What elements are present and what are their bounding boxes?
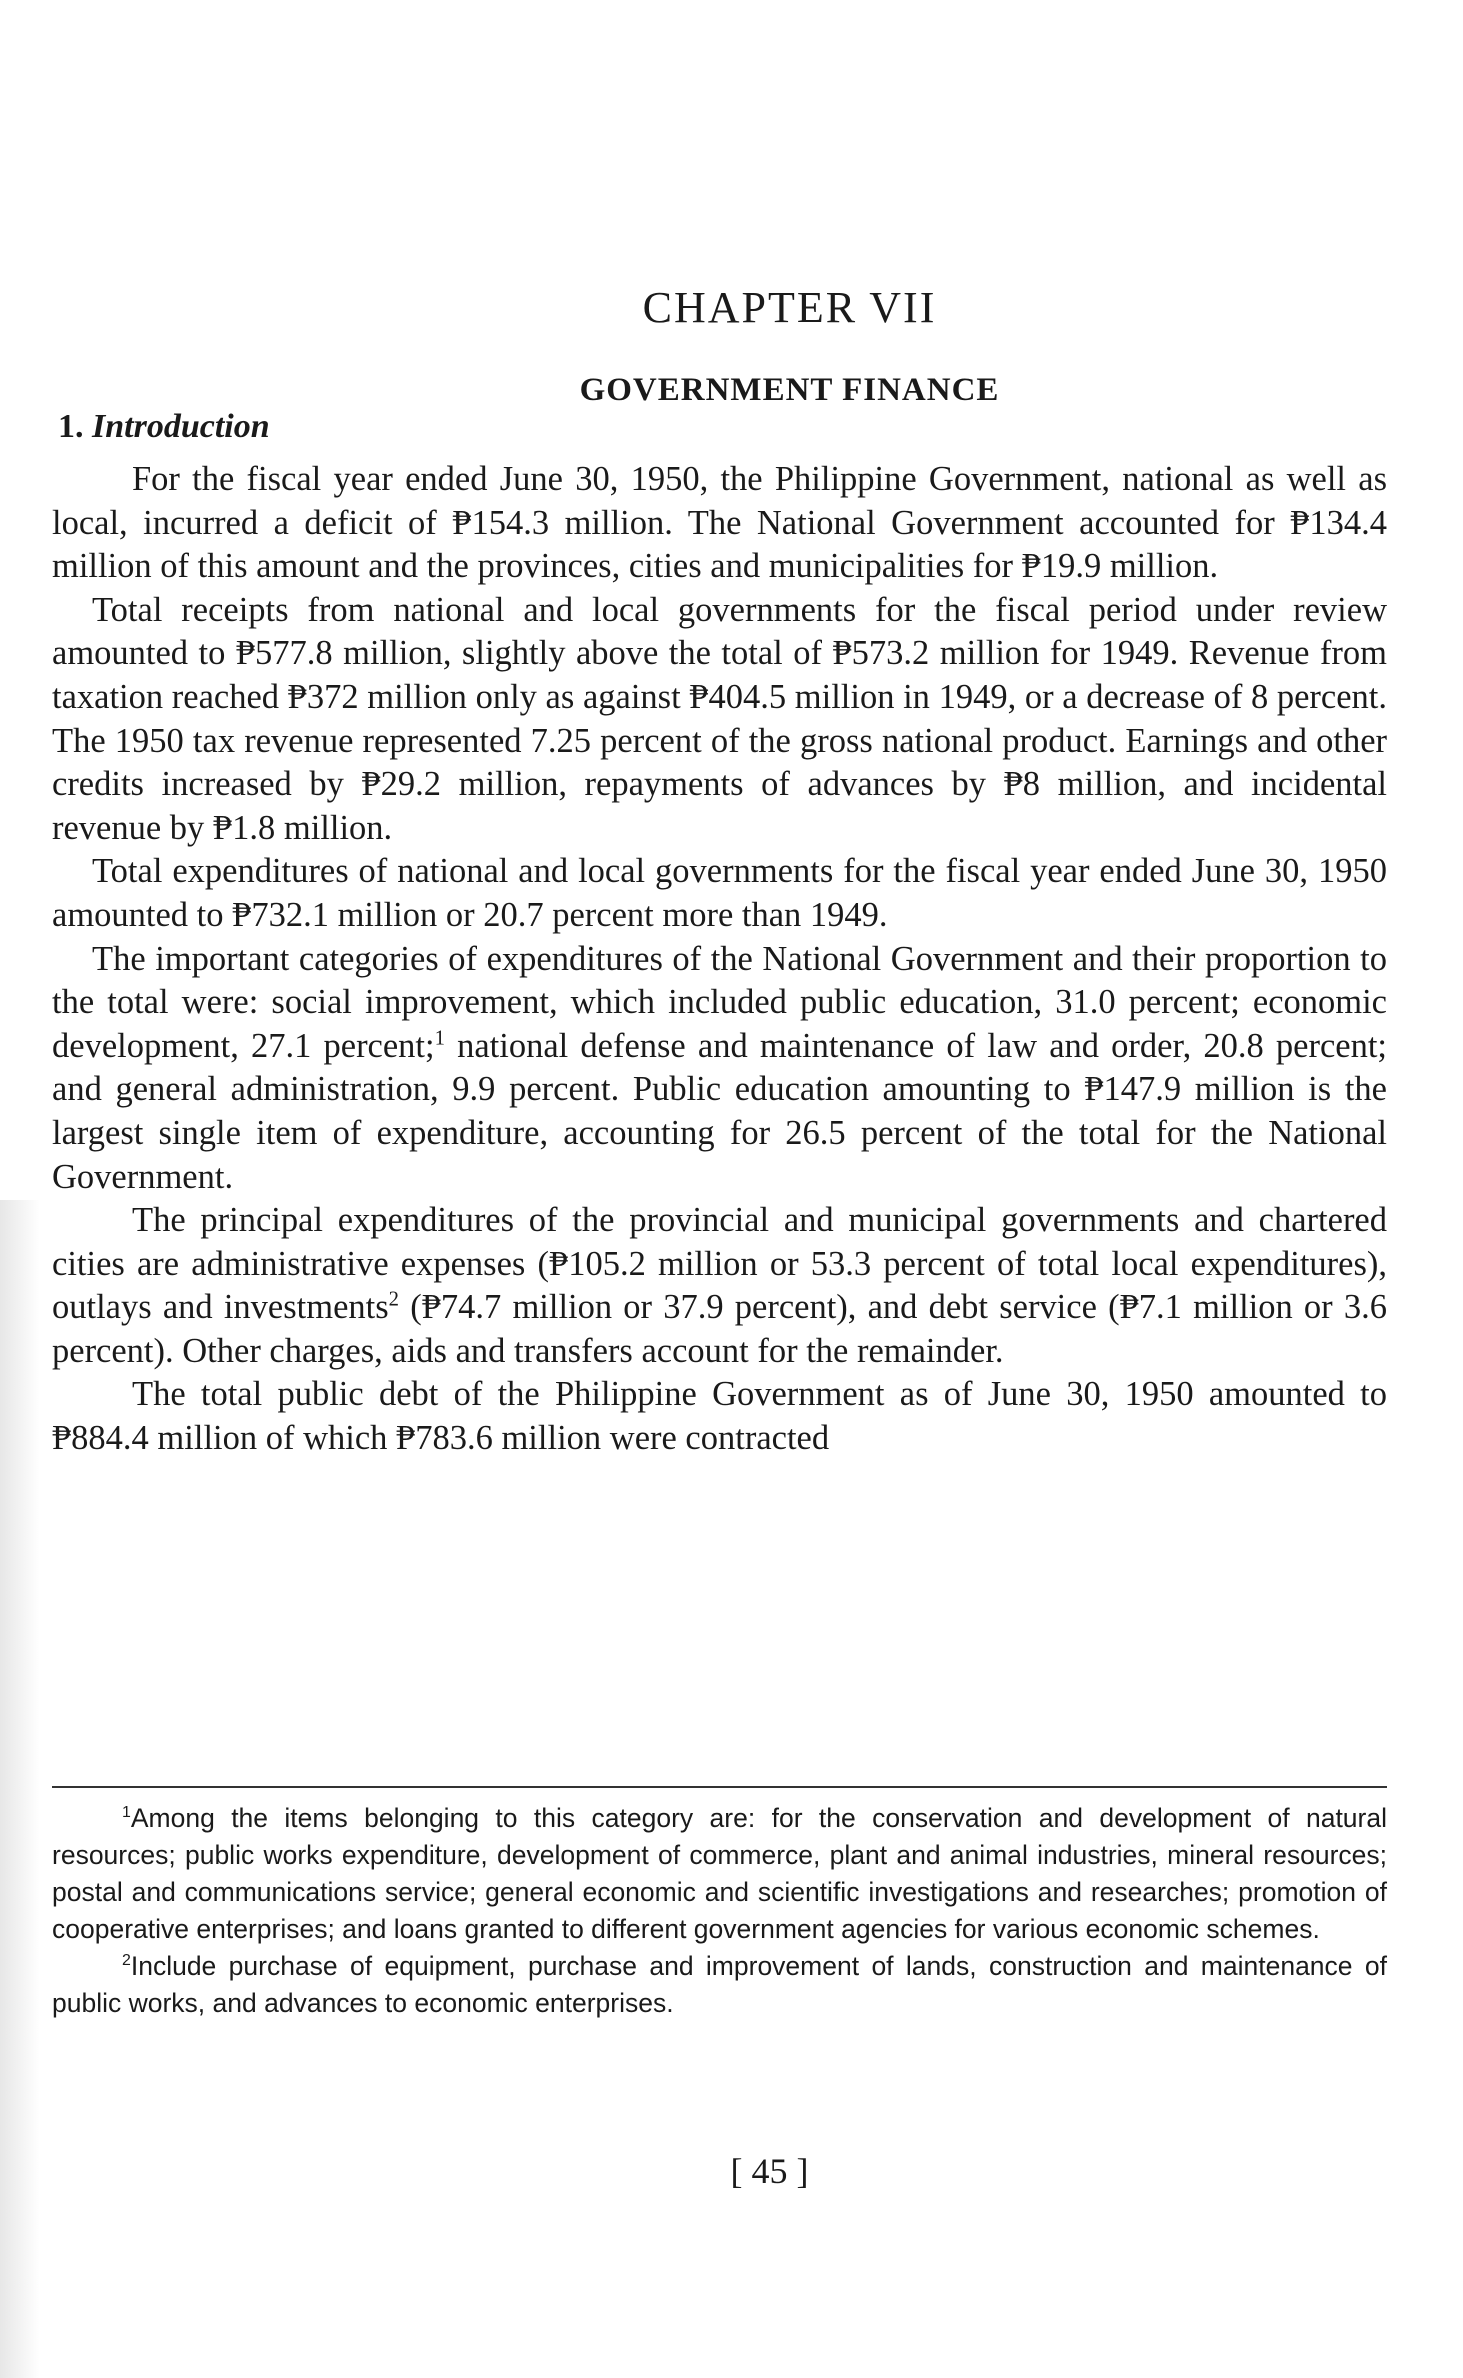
footnote-mark: 1: [122, 1804, 131, 1822]
section-number: 1.: [58, 408, 84, 445]
footnote-ref: 1: [434, 1027, 445, 1050]
footnote-mark: 2: [122, 1952, 131, 1970]
section-label: Introduction: [92, 408, 270, 445]
book-page: [52, 0, 1387, 2378]
paragraph: For the fiscal year ended June 30, 1950, the Philippine Government, national as well as local, incurred a deficit of ₱154.3 million. The National Government accounted for ₱134.4 million of this amount and the provinces, cities and municipalities for ₱19.9 million.: [52, 460, 1387, 586]
footnote-text: Among the items belonging to this category are: for the conservation and development of natural resources; public works expenditure, development of commerce, plant and animal industries, mineral resources; postal and communications service; general economic and scientific investigations and researches; promotion of cooperative enterprises; and loans granted to different government agencies for various economic schemes.: [52, 1803, 1387, 1944]
paragraph: [52, 938, 1387, 1200]
paragraph-text: The important categories of expenditures of the National Government and their proportion to the total were: social improvement, which included public education, 31.0 percent; economic development, 27.1 percent;: [52, 939, 1387, 1065]
footnote-ref: 2: [388, 1288, 400, 1311]
paragraph-text: national defense and maintenance of law and order, 20.8 percent; and general administration, 9.9 percent. Public education amounting to ₱147.9 million is the largest single item of expenditure, accounting for 26.5 percent of the total for the National Government.: [52, 1026, 1387, 1196]
footnote-text: Include purchase of equipment, purchase and improvement of lands, construction and maintenance of public works, and advances to economic enterprises.: [52, 1951, 1387, 2018]
section-heading: [58, 408, 270, 446]
paragraph-text: (₱74.7 million or 37.9 percent), and debt service (₱7.1 million or 3.6 percent). Other charges, aids and transfers account for the remainder.: [52, 1288, 1387, 1370]
page-number: [ 45 ]: [730, 2151, 809, 2191]
chapter-heading: CHAPTER VII: [642, 283, 937, 332]
body-text: [52, 458, 1387, 1461]
paragraph-text: The principal expenditures of the provincial and municipal governments and chartered cities are administrative expenses (₱105.2 million or 53.3 percent of total local expenditures), outlays and investments: [52, 1201, 1387, 1327]
footnote: [52, 1800, 1387, 1948]
footnote: [52, 1948, 1387, 2022]
chapter-title: GOVERNMENT FINANCE: [579, 372, 1000, 408]
paragraph: The total public debt of the Philippine Government as of June 30, 1950 amounted to ₱884.4 million of which ₱783.6 million were contracted: [52, 1375, 1387, 1458]
footnotes: [52, 1786, 1387, 2022]
paragraph: Total receipts from national and local governments for the fiscal period under review amounted to ₱577.8 million, slightly above the total of ₱573.2 million for 1949. Revenue from taxation reached ₱372 million only as against ₱404.5 million in 1949, or a decrease of 8 percent. The 1950 tax revenue represented 7.25 percent of the gross national product. Earnings and other credits increased by ₱29.2 million, repayments of advances by ₱8 million, and incidental revenue by ₱1.8 million.: [52, 590, 1387, 847]
paragraph: [52, 1199, 1387, 1373]
page-edge-shadow: [0, 1200, 40, 2378]
paragraph: Total expenditures of national and local governments for the fiscal year ended June 30, 1950 amounted to ₱732.1 million or 20.7 percent more than 1949.: [52, 852, 1387, 934]
